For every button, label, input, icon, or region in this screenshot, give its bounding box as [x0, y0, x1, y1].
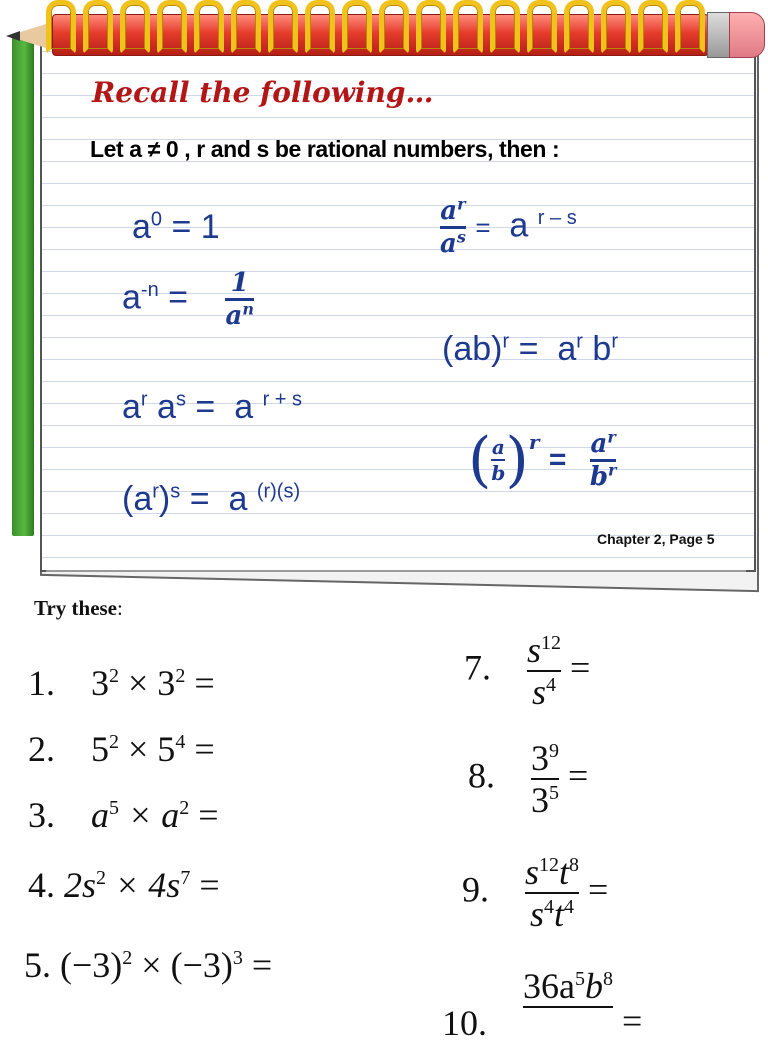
spiral-ring [46, 0, 76, 54]
exercise-10: 10. $36a^5b^8$ = [442, 966, 643, 1043]
spiral-ring [675, 0, 705, 54]
spiral-ring [83, 0, 113, 54]
spiral-rings [0, 0, 768, 60]
spiral-ring [268, 0, 298, 54]
rule-zero-exponent: $a^0 = 1$ [132, 208, 220, 246]
spiral-ring [453, 0, 483, 54]
rule-quotient-of-powers: $\frac{a^r}{a^s}$ = a $^{r - s}$ [440, 194, 577, 259]
spiral-ring [527, 0, 557, 54]
rule-power-of-quotient: ( $\frac{a}{b}$ )$^r$ = $\frac{a^r}{b^r}$ [468, 425, 617, 495]
spiral-ring [490, 0, 520, 54]
notepad-binding-strip [12, 36, 34, 536]
exercise-7: 7. $\frac{s^{12}}{s^4}$ = [464, 630, 591, 712]
spiral-ring [638, 0, 668, 54]
spiral-ring [194, 0, 224, 54]
exercises-heading: Try these: [34, 596, 123, 620]
recall-heading: Recall the following… [92, 76, 434, 109]
spiral-ring [231, 0, 261, 54]
exercise-1: 1. $3^2 \times 3^2$ = [28, 663, 215, 703]
rule-negative-exponent: $a^{-n}$ = $\frac{1}{a^n}$ [122, 268, 254, 331]
spiral-ring [379, 0, 409, 54]
spiral-ring [120, 0, 150, 54]
spiral-ring [416, 0, 446, 54]
exercise-9: 9. $\frac{s^{12}t^8}{s^4t^4}$ = [462, 852, 609, 934]
spiral-ring [305, 0, 335, 54]
chapter-page-label: Chapter 2, Page 5 [597, 531, 715, 547]
exercise-4: 4. $2s^2 \times 4s^7$ = [28, 865, 220, 905]
rule-power-of-power: $(a^r)^s = a$ $^{(r)(s)}$ [122, 480, 301, 518]
spiral-ring [157, 0, 187, 54]
exercise-8: 8. $\frac{3^9}{3^5}$ = [468, 738, 589, 820]
exercise-2: 2. $5^2 \times 5^4$ = [28, 729, 215, 769]
rule-power-of-product: $(ab)^r = a^r$ $b^r$ [442, 330, 618, 368]
exercise-5: 5. $(-3)^2 \times (-3)^3$ = [24, 945, 273, 985]
notepad-page-edge [46, 560, 746, 572]
spiral-ring [601, 0, 631, 54]
exercise-3: 3. $a^5 \times a^2$ = [28, 795, 219, 835]
intro-statement: Let a ≠ 0 , r and s be rational numbers, then : [90, 136, 560, 162]
spiral-ring [564, 0, 594, 54]
rule-product-of-powers: $a^r$ $a^s = a$ $^{r + s}$ [122, 388, 303, 426]
spiral-ring [342, 0, 372, 54]
